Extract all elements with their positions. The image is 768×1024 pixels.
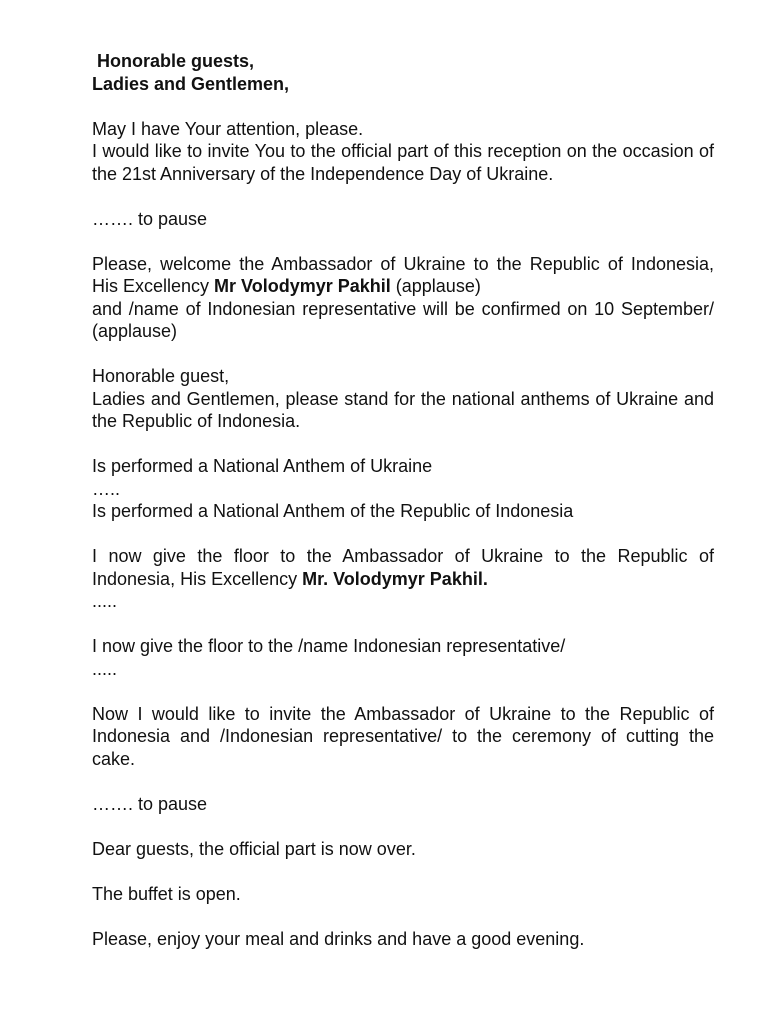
attention-block — [92, 118, 714, 186]
welcome-text-2: (applause) — [390, 276, 481, 296]
closing-over-text: Dear guests, the official part is now over. — [92, 838, 416, 859]
anthems-line-1: Honorable guest, — [92, 366, 230, 386]
performed-indonesia: Is performed a National Anthem of the Republic of Indonesia — [92, 501, 574, 521]
floor-text-2: I now give the floor to the /name Indonesian representative/ — [92, 636, 566, 656]
pause-note-2 — [92, 793, 714, 816]
greeting-line-2: Ladies and Gentlemen, — [92, 73, 290, 94]
ambassador-name-1: Mr Volodymyr Pakhil — [214, 276, 391, 296]
performed-dots: ….. — [92, 478, 121, 499]
floor-block-1 — [92, 545, 714, 613]
floor-dots-1: ..... — [92, 591, 118, 611]
pause-text-1: ……. to pause — [92, 208, 208, 229]
closing-over — [92, 838, 714, 861]
closing-buffet-text: The buffet is open. — [92, 883, 241, 904]
pause-text-2: ……. to pause — [92, 793, 208, 814]
welcome-text-3: and /name of Indonesian representative will be confirmed on 10 September/ (applause) — [92, 298, 714, 341]
pause-note-1 — [92, 208, 714, 231]
performed-block — [92, 455, 714, 523]
closing-enjoy — [92, 928, 714, 951]
cake-text: Now I would like to invite the Ambassador of Ukraine to the Republic of Indonesia and /Indonesian representative/ to the ceremony of cutting the cake. — [92, 703, 714, 769]
attention-text: I would like to invite You to the official part of this reception on the occasion of the 21st Anniversary of the Independence Day of Ukraine. — [92, 141, 714, 184]
cake-block — [92, 703, 714, 771]
greeting-line-1: Honorable guests, — [92, 51, 255, 71]
greeting-block — [92, 50, 714, 95]
document-body — [92, 50, 714, 973]
closing-buffet — [92, 883, 714, 906]
anthems-block — [92, 365, 714, 433]
welcome-text-1: Please, welcome the Ambassador of Ukraine to the Republic of Indonesia, His Excellency — [92, 253, 714, 296]
closing-enjoy-text: Please, enjoy your meal and drinks and have a good evening. — [92, 928, 585, 949]
floor-dots-2: ..... — [92, 658, 118, 679]
performed-ukraine: Is performed a National Anthem of Ukraine — [92, 456, 433, 476]
floor-block-2 — [92, 635, 714, 680]
welcome-block — [92, 253, 714, 343]
anthems-text: Ladies and Gentlemen, please stand for the national anthems of Ukraine and the Republic of Indonesia. — [92, 388, 714, 431]
attention-line-1: May I have Your attention, please. — [92, 118, 364, 139]
floor-text-1: I now give the floor to the Ambassador of Ukraine to the Republic of Indonesia, His Excellency — [92, 546, 714, 589]
ambassador-name-2: Mr. Volodymyr Pakhil. — [302, 568, 488, 589]
